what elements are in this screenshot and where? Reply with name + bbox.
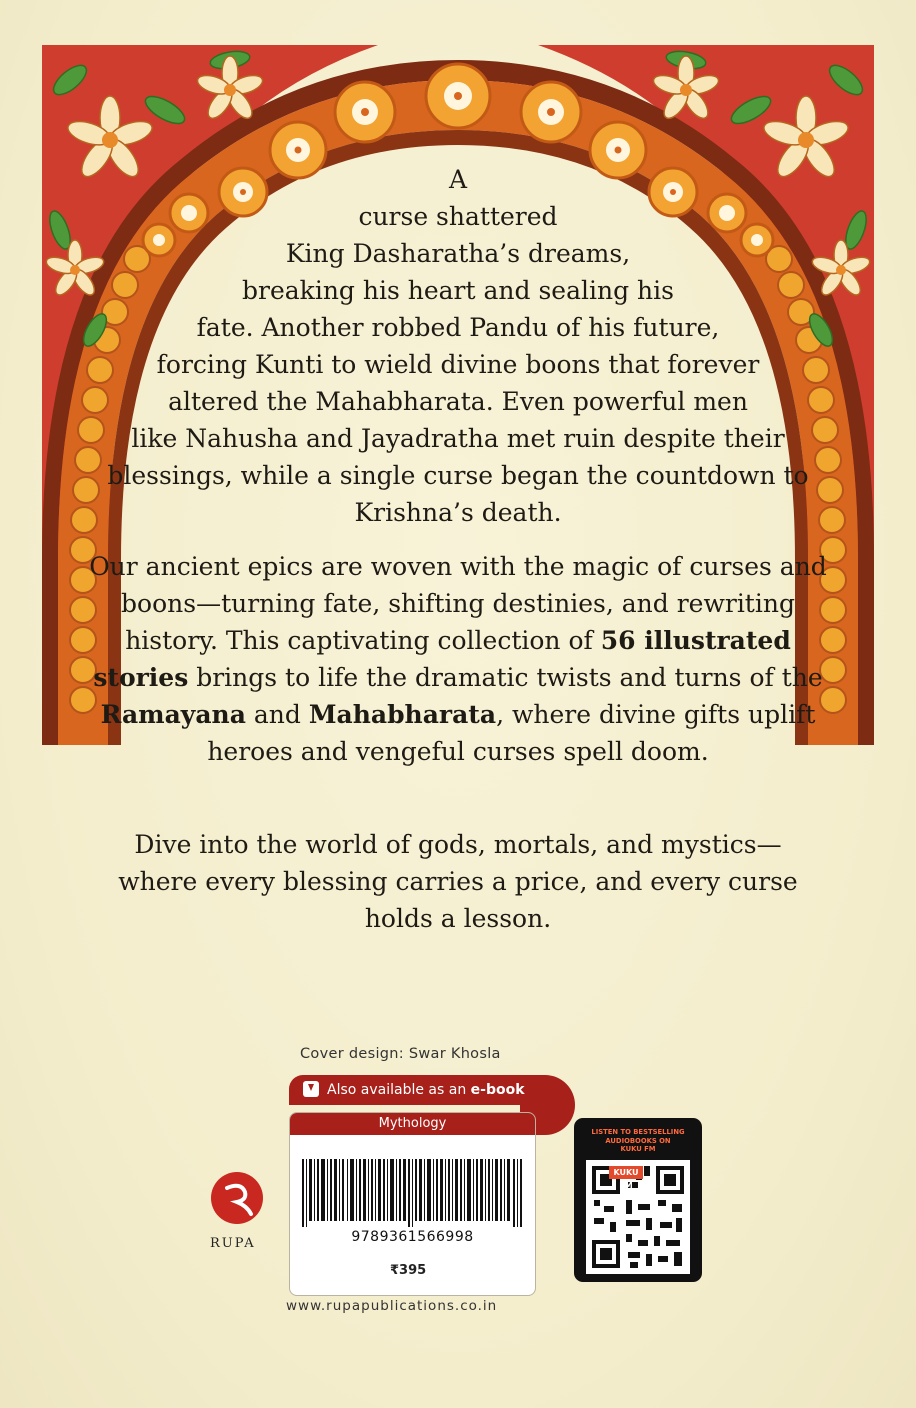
blurb-line: blessings, while a single curse began the countdown to — [107, 461, 809, 490]
blurb-line — [60, 696, 856, 733]
kuku-fm-qr-panel[interactable] — [574, 1118, 702, 1282]
rupa-swirl-icon — [211, 1172, 263, 1224]
isbn-number: 9789361566998 — [351, 1229, 474, 1245]
blurb-line: A — [448, 165, 468, 194]
ebook-banner[interactable] — [289, 1075, 554, 1105]
blurb-line: altered the Mahabharata. Even powerful men — [168, 387, 748, 416]
blurb-line: like Nahusha and Jayadratha met ruin despite their — [131, 424, 785, 453]
kuku-heading-line: LISTEN TO BESTSELLING — [591, 1128, 685, 1136]
kuku-fm-badge: KUKU FM — [609, 1166, 643, 1179]
cover-design-credit: Cover design: Swar Khosla — [300, 1046, 501, 1062]
blurb-emphasis: Mahabharata — [308, 700, 497, 729]
download-icon — [303, 1081, 319, 1097]
blurb-text: brings to life the dramatic twists and turns of the — [188, 663, 823, 692]
blurb-paragraph-1 — [60, 161, 856, 531]
blurb-paragraph-3 — [60, 826, 856, 937]
kuku-heading — [580, 1128, 696, 1154]
barcode-panel — [289, 1112, 536, 1296]
blurb-line: holds a lesson. — [364, 904, 552, 933]
blurb-line — [60, 622, 856, 659]
kuku-heading-line: AUDIOBOOKS ON — [605, 1136, 671, 1145]
blurb-text: history. This captivating collection of — [125, 626, 601, 655]
publisher-website: www.rupapublications.co.in — [286, 1298, 498, 1314]
blurb-emphasis: Ramayana — [100, 700, 246, 729]
blurb-paragraph-2 — [60, 548, 856, 770]
genre-label: Mythology — [290, 1113, 535, 1135]
blurb-line: curse shattered — [358, 202, 558, 231]
kuku-heading-line: KUKU FM — [620, 1145, 656, 1153]
ebook-label — [327, 1075, 525, 1105]
blurb-line: King Dasharatha’s dreams, — [285, 239, 631, 268]
ebook-prefix: Also available as an — [327, 1082, 471, 1098]
blurb-line: Dive into the world of gods, mortals, and mystics— — [134, 830, 782, 859]
price-label: ₹395 — [390, 1263, 427, 1278]
blurb-line: fate. Another robbed Pandu of his future, — [196, 313, 720, 342]
barcode-image — [302, 1159, 523, 1227]
blurb-text: , where divine gifts uplift — [496, 700, 816, 729]
blurb-line: heroes and vengeful curses spell doom. — [207, 737, 709, 766]
blurb-emphasis: 56 illustrated — [600, 626, 791, 655]
blurb-emphasis: stories — [93, 663, 189, 692]
blurb-line: breaking his heart and sealing his — [242, 276, 674, 305]
blurb-line: forcing Kunti to wield divine boons that forever — [156, 350, 760, 379]
rupa-logo-icon — [211, 1172, 263, 1224]
blurb-text: and — [245, 700, 309, 729]
blurb-line: boons—turning fate, shifting destinies, and rewriting — [121, 589, 795, 618]
publisher-name: RUPA — [210, 1236, 256, 1251]
blurb-line: Our ancient epics are woven with the magic of curses and — [89, 552, 827, 581]
blurb-line: where every blessing carries a price, and every curse — [118, 867, 798, 896]
ebook-bold: e-book — [470, 1082, 525, 1098]
blurb-line: Krishna’s death. — [354, 498, 562, 527]
blurb-line — [60, 659, 856, 696]
